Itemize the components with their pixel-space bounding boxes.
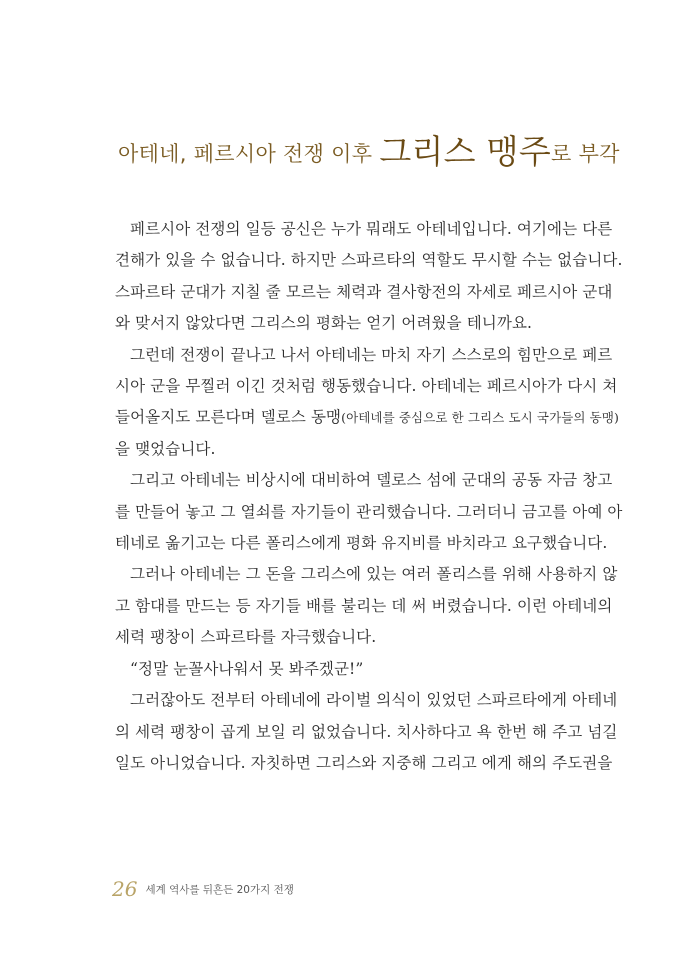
heading-emphasis: 그리스 맹주 — [379, 132, 552, 171]
paragraph-2-tail: 을 맺었습니다. — [115, 439, 216, 458]
section-heading — [118, 132, 638, 174]
page-footer — [112, 877, 294, 901]
book-title: 세계 역사를 뒤흔든 20가지 전쟁 — [145, 884, 294, 896]
paragraph-2 — [115, 340, 625, 466]
heading-text-end: 로 부각 — [551, 142, 620, 166]
quote-line: “정말 눈꼴사나워서 못 봐주겠군!” — [130, 659, 364, 678]
page-number: 26 — [112, 877, 138, 901]
paragraph-1: 페르시아 전쟁의 일등 공신은 누가 뭐래도 아테네입니다. 여기에는 다른 견해가 있을 수 없습니다. 하지만 스파르타의 역할도 무시할 수는 없습니다. 스파르타 군대가 지칠 줄 모르는 체력과 결사항전의 자세로 페르시아 군대와 맞서지 않았다면 그리스의 평화는 얻기 어려웠을 테니까요. — [115, 220, 623, 333]
heading-text-start: 아테네, 페르시아 전쟁 이후 — [118, 142, 380, 166]
paragraph-2-text: 그런데 전쟁이 끝나고 나서 아테네는 마치 자기 스스로의 힘만으로 페르시아 군을 무찔러 이긴 것처럼 행동했습니다. 아테네는 페르시아가 다시 쳐들어올지도 모른다며 델로스 동맹 — [115, 345, 618, 427]
paragraph-3: 그리고 아테네는 비상시에 대비하여 델로스 섬에 군대의 공동 자금 창고를 만들어 놓고 그 열쇠를 자기들이 관리했습니다. 그러더니 금고를 아예 아테네로 옮기고는 다른 폴리스에게 평화 유지비를 바치라고 요구했습니다. — [115, 471, 623, 553]
paragraph-4: 그러나 아테네는 그 돈을 그리스에 있는 여러 폴리스를 위해 사용하지 않고 함대를 만드는 등 자기들 배를 불리는 데 써 버렸습니다. 이런 아테네의 세력 팽창이 스파르타를 자극했습니다. — [115, 565, 618, 647]
delos-league-note: (아테네를 중심으로 한 그리스 도시 국가들의 동맹) — [341, 410, 620, 426]
paragraph-5: 그러잖아도 전부터 아테네에 라이벌 의식이 있었던 스파르타에게 아테네의 세력 팽창이 곱게 보일 리 없었습니다. 치사하다고 욕 한번 해 주고 넘길 일도 아니었습니다. 자칫하면 그리스와 지중해 그리고 에게 해의 주도권을 — [115, 691, 618, 772]
body-text — [115, 214, 625, 779]
